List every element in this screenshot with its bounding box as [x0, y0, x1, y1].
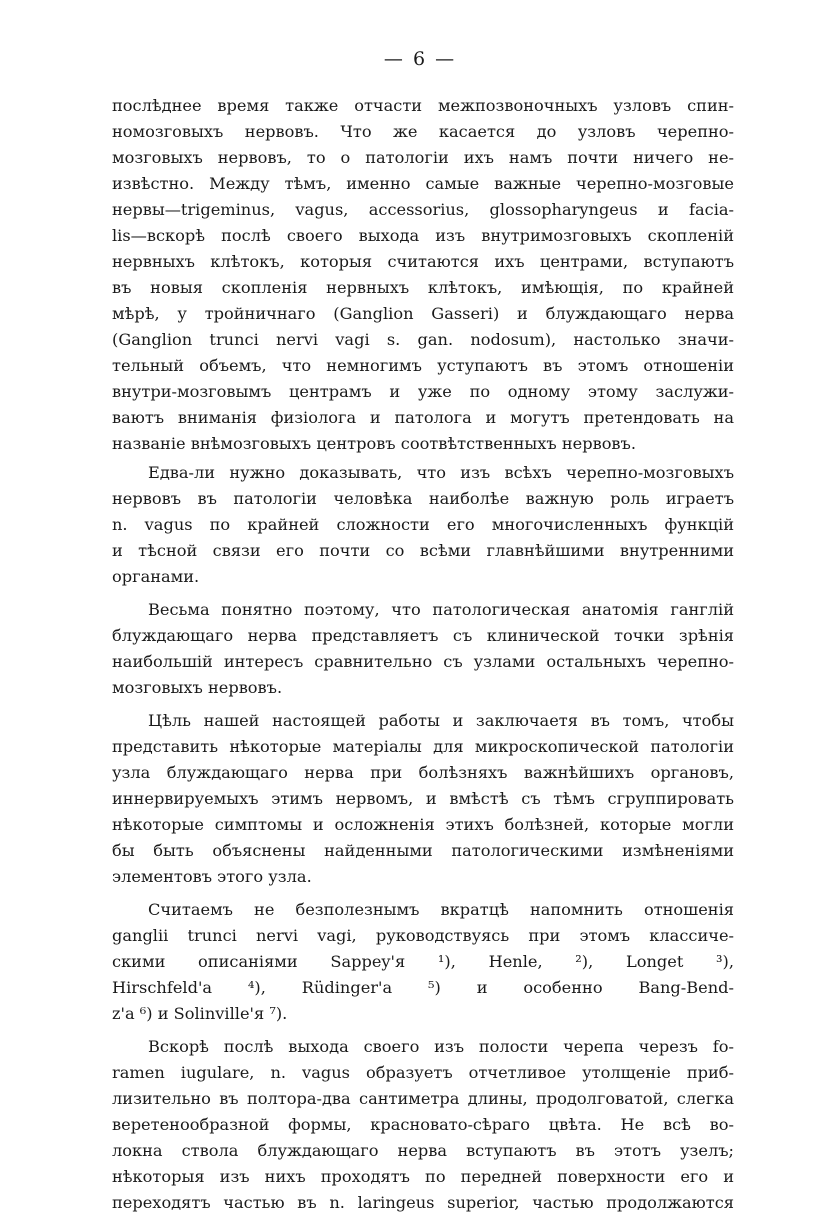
text-line: узла блуждающаго нерва при болѣзняхъ важнѣйшихъ органовъ,	[112, 763, 734, 782]
text-line: тельный объемъ, что немногимъ уступаютъ въ этомъ отношеніи	[112, 356, 734, 375]
text-line: Весьма понятно поэтому, что патологическая анатомія ганглій	[148, 600, 734, 619]
text-line: локна ствола блуждающаго нерва вступаютъ въ этотъ узелъ;	[112, 1141, 734, 1160]
text-line: n. vagus по крайней сложности его многочисленныхъ функцій	[112, 515, 734, 534]
text-line: блуждающаго нерва представляетъ съ клинической точки зрѣнія	[112, 626, 734, 645]
text-line: z'а ⁶) и Solinville'я ⁷).	[112, 1004, 288, 1023]
text-line: названіе внѣмозговыхъ центровъ соотвѣтственныхъ нервовъ.	[112, 434, 636, 453]
text-line: бы быть объяснены найденными патологическими измѣненіями	[112, 841, 734, 860]
text-line: внутри-мозговымъ центрамъ и уже по одному этому заслужи-	[112, 382, 734, 401]
text-line: и тѣсной связи его почти со всѣми главнѣйшими внутренними	[112, 541, 734, 560]
paragraph-2	[112, 460, 734, 590]
text-line: номозговыхъ нервовъ. Что же касается до узловъ черепно-	[112, 122, 734, 141]
text-line: лизительно въ полтора-два сантиметра длины, продолговатой, слегка	[112, 1089, 734, 1108]
text-line: нѣкоторые симптомы и осложненія этихъ болѣзней, которые могли	[112, 815, 734, 834]
text-line: скими описаніями Sappey'я ¹), Henle, ²), Longet ³),	[112, 952, 734, 971]
text-line: нѣкоторыя изъ нихъ проходятъ по передней поверхности его и	[112, 1167, 734, 1186]
text-line: послѣднее время также отчасти межпозвоночныхъ узловъ спин-	[112, 96, 734, 115]
text-line: извѣстно. Между тѣмъ, именно самые важные черепно-мозговые	[112, 174, 734, 193]
text-line: элементовъ этого узла.	[112, 867, 312, 886]
text-line: мозговыхъ нервовъ.	[112, 678, 283, 697]
body-text	[112, 93, 734, 1216]
text-line: Считаемъ не безполезнымъ вкратцѣ напомнить отношенія	[148, 900, 734, 919]
text-line: въ новыя скопленія нервныхъ клѣтокъ, имѣющія, по крайней	[112, 278, 734, 297]
text-line: иннервируемыхъ этимъ нервомъ, и вмѣстѣ съ тѣмъ сгруппировать	[112, 789, 734, 808]
text-line: Hirschfeld'а ⁴), Rüdinger'а ⁵) и особенно Bang-Bend-	[112, 978, 734, 997]
paragraph-4	[112, 708, 734, 890]
text-line: нервныхъ клѣтокъ, которыя считаются ихъ центрами, вступаютъ	[112, 252, 734, 271]
page-number: — 6 —	[383, 48, 457, 70]
text-line: мозговыхъ нервовъ, то о патологіи ихъ намъ почти ничего не-	[112, 148, 734, 167]
text-line: представить нѣкоторые матеріалы для микроскопической патологіи	[112, 737, 734, 756]
text-line: (Ganglion trunci nervi vagi s. gan. nodosum), настолько значи-	[112, 330, 734, 349]
text-line: ramen iugulare, n. vagus образуетъ отчетливое утолщеніе приб-	[112, 1063, 734, 1082]
text-line: ganglii trunci nervi vagi, руководствуясь при этомъ классиче-	[112, 926, 734, 945]
paragraph-5	[112, 897, 734, 1027]
paragraph-3	[112, 597, 734, 701]
text-line: ваютъ вниманія физіолога и патолога и могутъ претендовать на	[112, 408, 734, 427]
paragraph-6	[112, 1034, 734, 1216]
text-line: нервовъ въ патологіи человѣка наиболѣе важную роль играетъ	[112, 489, 734, 508]
text-line: мѣрѣ, у тройничнаго (Ganglion Gasseri) и блуждающаго нерва	[112, 304, 734, 323]
text-line: веретенообразной формы, красновато-сѣраго цвѣта. Не всѣ во-	[112, 1115, 734, 1134]
paragraph-1	[112, 93, 734, 457]
text-line: Вскорѣ послѣ выхода своего изъ полости черепа черезъ fo-	[148, 1037, 734, 1056]
text-line: наибольшій интересъ сравнительно съ узлами остальныхъ черепно-	[112, 652, 734, 671]
text-line: Едва-ли нужно доказывать, что изъ всѣхъ черепно-мозговыхъ	[148, 463, 734, 482]
text-line: lis—вскорѣ послѣ своего выхода изъ внутримозговыхъ скопленій	[112, 226, 734, 245]
text-line: нервы—trigeminus, vagus, accessorius, glossopharyngeus и facia-	[112, 200, 734, 219]
text-line: Цѣль нашей настоящей работы и заключаетя въ томъ, чтобы	[148, 711, 734, 730]
text-line: переходятъ частью въ n. laringeus superior, частью продолжаются	[112, 1193, 734, 1212]
text-line: органами.	[112, 567, 200, 586]
